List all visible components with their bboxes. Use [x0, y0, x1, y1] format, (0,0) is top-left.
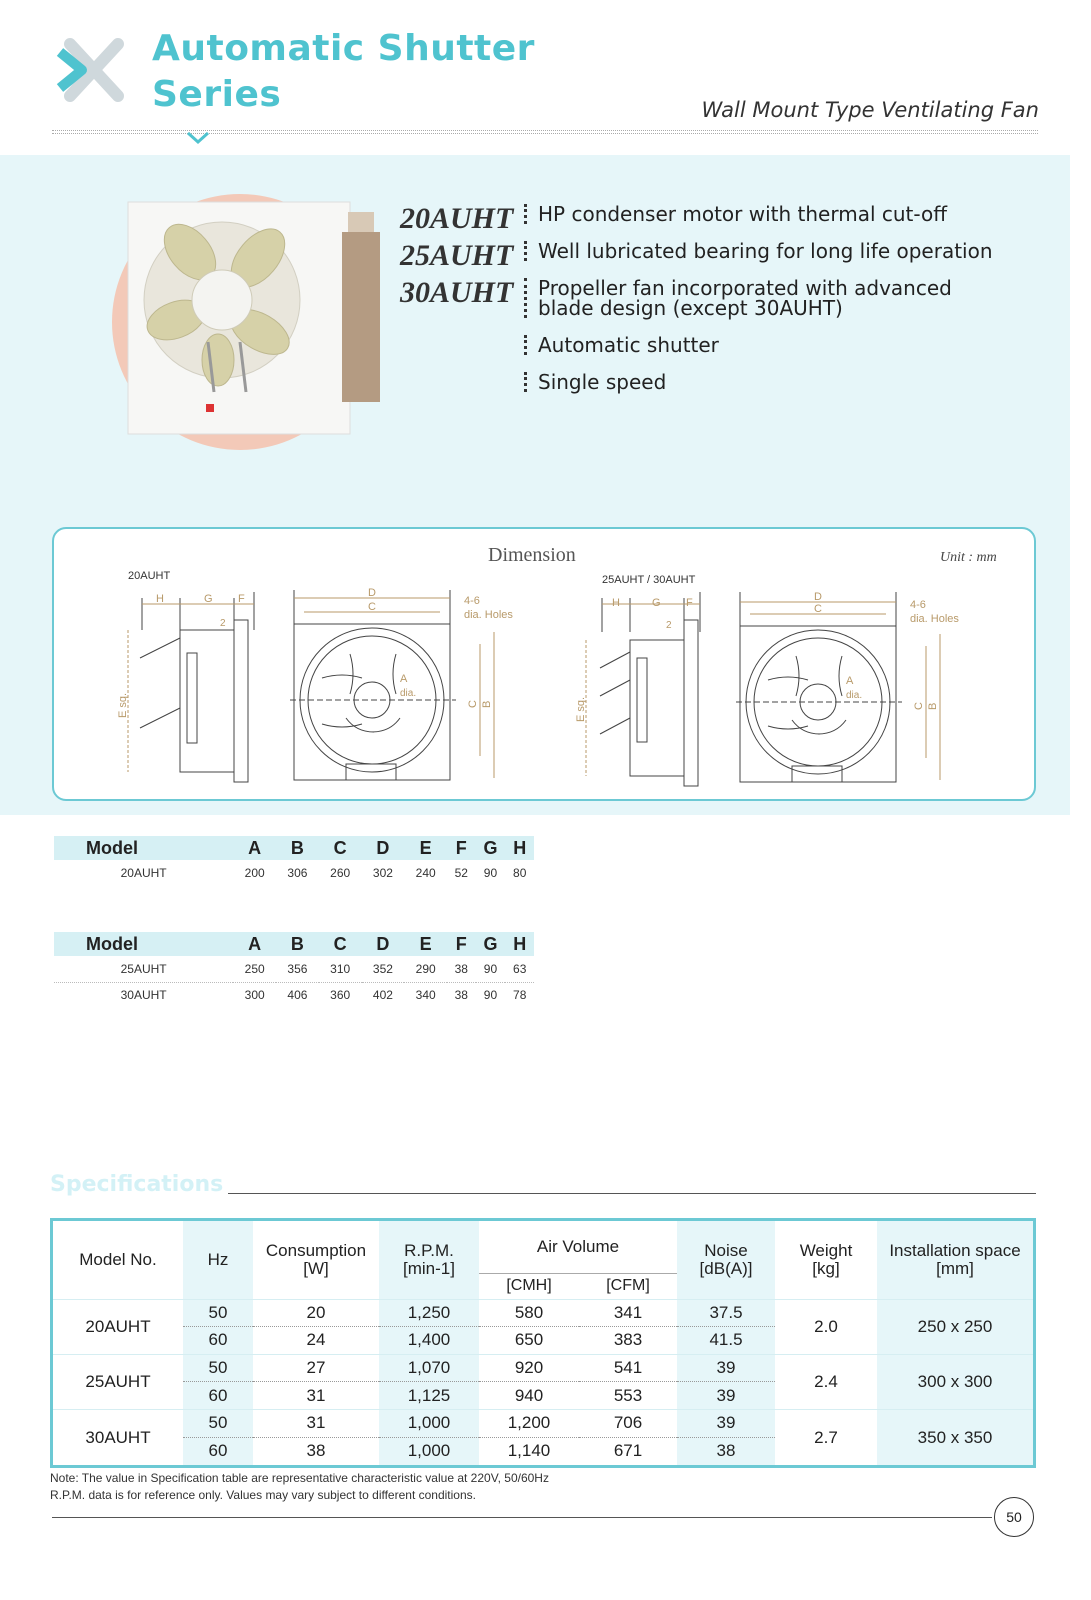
table-cell: 1,000 — [379, 1410, 479, 1438]
table-header-row — [53, 1221, 1033, 1273]
header-consumption — [253, 1221, 379, 1299]
title-line-1: Automatic Shutter — [152, 28, 535, 69]
table-cell: 52 — [454, 866, 468, 880]
dimension-left-model: 20AUHT — [128, 570, 171, 582]
feature-item: Automatic shutter — [522, 335, 1022, 355]
header-cmh: [CMH] — [479, 1273, 579, 1299]
dimension-table-25-30auht — [54, 932, 534, 1008]
dim-label-f: F — [238, 593, 245, 605]
column-header: Model — [54, 932, 233, 956]
header-noise-unit: [dB(A)] — [699, 1258, 753, 1278]
table-cell: 38 — [677, 1437, 775, 1465]
feature-item: Propeller fan incorporated with advanced blade design (except 30AUHT) — [522, 278, 972, 318]
table-cell: 90 — [483, 866, 498, 880]
dim-label-a: A — [400, 673, 408, 685]
header-rpm-label: R.P.M. — [404, 1240, 454, 1260]
table-cell: 50 — [183, 1410, 253, 1438]
spec-model-20auht: 20AUHT — [53, 1299, 183, 1354]
table-cell: 706 — [579, 1410, 677, 1438]
header-rpm-unit: [min-1] — [403, 1258, 455, 1278]
header-installation — [877, 1221, 1033, 1299]
table-cell: 650 — [479, 1327, 579, 1355]
table-cell: 90 — [476, 956, 506, 982]
dim-label-f-right: F — [686, 597, 693, 609]
table-cell: 1,400 — [379, 1327, 479, 1355]
table-cell: 60 — [183, 1382, 253, 1410]
note-line-2: R.P.M. data is for reference only. Values may vary subject to different conditions. — [50, 1488, 476, 1502]
dim-label-holes-1: 4-6 — [464, 595, 480, 607]
table-row — [54, 860, 534, 886]
table-cell: 39 — [677, 1354, 775, 1382]
table-cell: 1,140 — [479, 1437, 579, 1465]
model-name-30auht: 30AUHT — [400, 276, 514, 309]
footer-divider — [52, 1517, 992, 1518]
column-header: H — [505, 932, 534, 956]
spec-install-30auht: 350 x 350 — [877, 1410, 1033, 1465]
table-cell: 300 — [244, 988, 265, 1003]
header-model: Model No. — [79, 1249, 157, 1269]
column-header: G — [476, 836, 506, 860]
table-cell: 406 — [287, 988, 308, 1003]
table-cell: 39 — [677, 1410, 775, 1438]
dimension-table-20auht — [54, 836, 534, 886]
column-header: C — [319, 836, 362, 860]
dim-label-dia: dia. — [400, 688, 417, 699]
column-header: H — [505, 836, 534, 860]
table-cell: 80 — [513, 866, 527, 880]
dim-label-c-right: C — [814, 603, 822, 615]
table-cell: 580 — [479, 1299, 579, 1327]
header-installation-label: Installation space — [889, 1240, 1021, 1260]
spec-weight-25auht: 2.4 — [775, 1354, 877, 1409]
spec-model-30auht: 30AUHT — [53, 1410, 183, 1465]
table-cell: 553 — [579, 1382, 677, 1410]
table-cell: 1,125 — [379, 1382, 479, 1410]
column-header: C — [319, 932, 362, 956]
table-cell: 90 — [483, 988, 498, 1003]
table-cell: 50 — [183, 1354, 253, 1382]
header-rpm — [379, 1221, 479, 1299]
header-installation-unit: [mm] — [936, 1258, 974, 1278]
table-row — [53, 1299, 1033, 1327]
spec-weight-30auht: 2.7 — [775, 1410, 877, 1465]
table-cell: 24 — [253, 1327, 379, 1355]
feature-item: Single speed — [522, 372, 1022, 392]
dim-label-b: B — [481, 700, 493, 708]
table-cell: 310 — [319, 956, 362, 982]
dim-label-h: H — [156, 593, 164, 605]
table-cell: 383 — [579, 1327, 677, 1355]
model-name-20auht: 20AUHT — [400, 202, 514, 235]
table-cell: 302 — [372, 866, 393, 880]
header-consumption-label: Consumption — [265, 1240, 367, 1260]
table-cell: 31 — [253, 1382, 379, 1410]
table-cell: 1,250 — [379, 1299, 479, 1327]
page-subtitle: Wall Mount Type Ventilating Fan — [701, 98, 1039, 122]
side-view-right — [586, 592, 700, 786]
table-cell: 671 — [579, 1437, 677, 1465]
table-cell: 200 — [244, 866, 265, 880]
column-header: B — [276, 932, 319, 956]
dim-label-2-right: 2 — [666, 620, 672, 631]
specifications-table-frame — [50, 1218, 1036, 1468]
column-header: B — [276, 836, 319, 860]
dim-label-holes-1-right: 4-6 — [910, 599, 926, 611]
note-line-1: Note: The value in Specification table are representative characteristic value at 220V, 50/60Hz — [50, 1471, 549, 1485]
specifications-table — [53, 1221, 1033, 1465]
table-cell: 37.5 — [677, 1299, 775, 1327]
specifications-note — [50, 1470, 549, 1504]
header-consumption-unit: [W] — [303, 1258, 329, 1278]
dim-label-holes-2: dia. Holes — [464, 609, 513, 621]
table-cell: 38 — [454, 988, 468, 1003]
dim-label-dia-right: dia. — [846, 690, 863, 701]
column-header: E — [404, 932, 447, 956]
column-header: D — [362, 932, 405, 956]
column-header: A — [233, 836, 276, 860]
table-cell: 306 — [287, 866, 308, 880]
header-weight-unit: [kg] — [812, 1258, 840, 1278]
spec-install-20auht: 250 x 250 — [877, 1299, 1033, 1354]
table-cell: 20 — [253, 1299, 379, 1327]
table-row — [53, 1354, 1033, 1382]
side-view-left — [128, 592, 254, 782]
table-cell: 541 — [579, 1354, 677, 1382]
column-header: D — [362, 836, 405, 860]
spec-install-25auht: 300 x 300 — [877, 1354, 1033, 1409]
table-header-row — [54, 836, 534, 860]
header-hz: Hz — [183, 1221, 253, 1299]
chevron-down-icon — [186, 131, 210, 145]
table-cell: 63 — [505, 956, 534, 982]
table-cell: 1,000 — [379, 1437, 479, 1465]
table-cell: 360 — [330, 988, 351, 1003]
table-cell: 940 — [479, 1382, 579, 1410]
dim-label-c-side-right: C — [913, 702, 925, 710]
dim-label-c-side: C — [467, 700, 479, 708]
dim-label-g: G — [204, 593, 213, 605]
feature-item: Well lubricated bearing for long life operation — [522, 241, 1022, 261]
header-noise-label: Noise — [704, 1240, 748, 1260]
column-header: F — [447, 836, 476, 860]
table-cell: 250 — [233, 956, 276, 982]
table-cell: 341 — [579, 1299, 677, 1327]
table-row — [54, 956, 534, 982]
table-header-row — [54, 932, 534, 956]
feature-item: HP condenser motor with thermal cut-off — [522, 204, 1022, 224]
spec-model-25auht: 25AUHT — [53, 1354, 183, 1409]
table-cell: 30AUHT — [120, 988, 167, 1003]
header-weight — [775, 1221, 877, 1299]
dim-label-g-right: G — [652, 597, 661, 609]
table-cell: 290 — [404, 956, 447, 982]
column-header: A — [233, 932, 276, 956]
column-header: F — [447, 932, 476, 956]
table-cell: 39 — [677, 1382, 775, 1410]
table-cell: 31 — [253, 1410, 379, 1438]
table-cell: 38 — [253, 1437, 379, 1465]
column-header: Model — [54, 836, 233, 860]
table-cell: 240 — [415, 866, 436, 880]
header-cfm: [CFM] — [579, 1273, 677, 1299]
table-cell: 1,200 — [479, 1410, 579, 1438]
table-cell: 60 — [183, 1437, 253, 1465]
dimension-drawings — [60, 568, 1028, 794]
column-header: E — [404, 836, 447, 860]
model-name-25auht: 25AUHT — [400, 239, 514, 272]
header-noise — [677, 1221, 775, 1299]
table-cell: 25AUHT — [54, 956, 233, 982]
table-cell: 78 — [513, 988, 527, 1003]
header-weight-label: Weight — [799, 1240, 853, 1260]
specifications-divider — [228, 1193, 1036, 1194]
dim-label-c: C — [368, 601, 376, 613]
dim-label-b-right: B — [927, 702, 939, 710]
table-cell: 402 — [372, 988, 393, 1003]
table-cell: 356 — [276, 956, 319, 982]
table-cell: 60 — [183, 1327, 253, 1355]
table-cell: 1,070 — [379, 1354, 479, 1382]
dim-label-e: E sq. — [117, 692, 129, 718]
model-names — [400, 200, 513, 311]
table-cell: 20AUHT — [120, 866, 167, 880]
table-row — [53, 1410, 1033, 1438]
dim-label-d-right: D — [814, 591, 822, 603]
header-air-volume: Air Volume — [536, 1236, 620, 1256]
dim-label-d: D — [368, 587, 376, 599]
spec-weight-20auht: 2.0 — [775, 1299, 877, 1354]
dim-label-e-right: E sq. — [575, 696, 587, 722]
brand-logo-icon — [52, 30, 132, 110]
feature-list — [522, 204, 1022, 409]
table-cell: 38 — [447, 956, 476, 982]
page-title — [152, 26, 535, 118]
dim-label-2: 2 — [220, 618, 226, 629]
table-row — [54, 982, 534, 1008]
table-cell: 41.5 — [677, 1327, 775, 1355]
dim-label-h-right: H — [612, 597, 620, 609]
table-cell: 352 — [362, 956, 405, 982]
dim-label-a-right: A — [846, 675, 854, 687]
dim-label-holes-2-right: dia. Holes — [910, 613, 959, 625]
table-cell: 27 — [253, 1354, 379, 1382]
page-number: 50 — [994, 1497, 1034, 1537]
table-cell: 920 — [479, 1354, 579, 1382]
title-line-2: Series — [152, 74, 282, 115]
dimension-title: Dimension — [488, 544, 576, 566]
specifications-title: Specifications — [50, 1172, 224, 1197]
column-header: G — [476, 932, 506, 956]
dimension-unit: Unit : mm — [940, 550, 997, 565]
table-cell: 340 — [415, 988, 436, 1003]
fan-product-photo — [90, 192, 390, 452]
table-cell: 50 — [183, 1299, 253, 1327]
table-cell: 260 — [330, 866, 351, 880]
dimension-right-model: 25AUHT / 30AUHT — [602, 574, 696, 586]
